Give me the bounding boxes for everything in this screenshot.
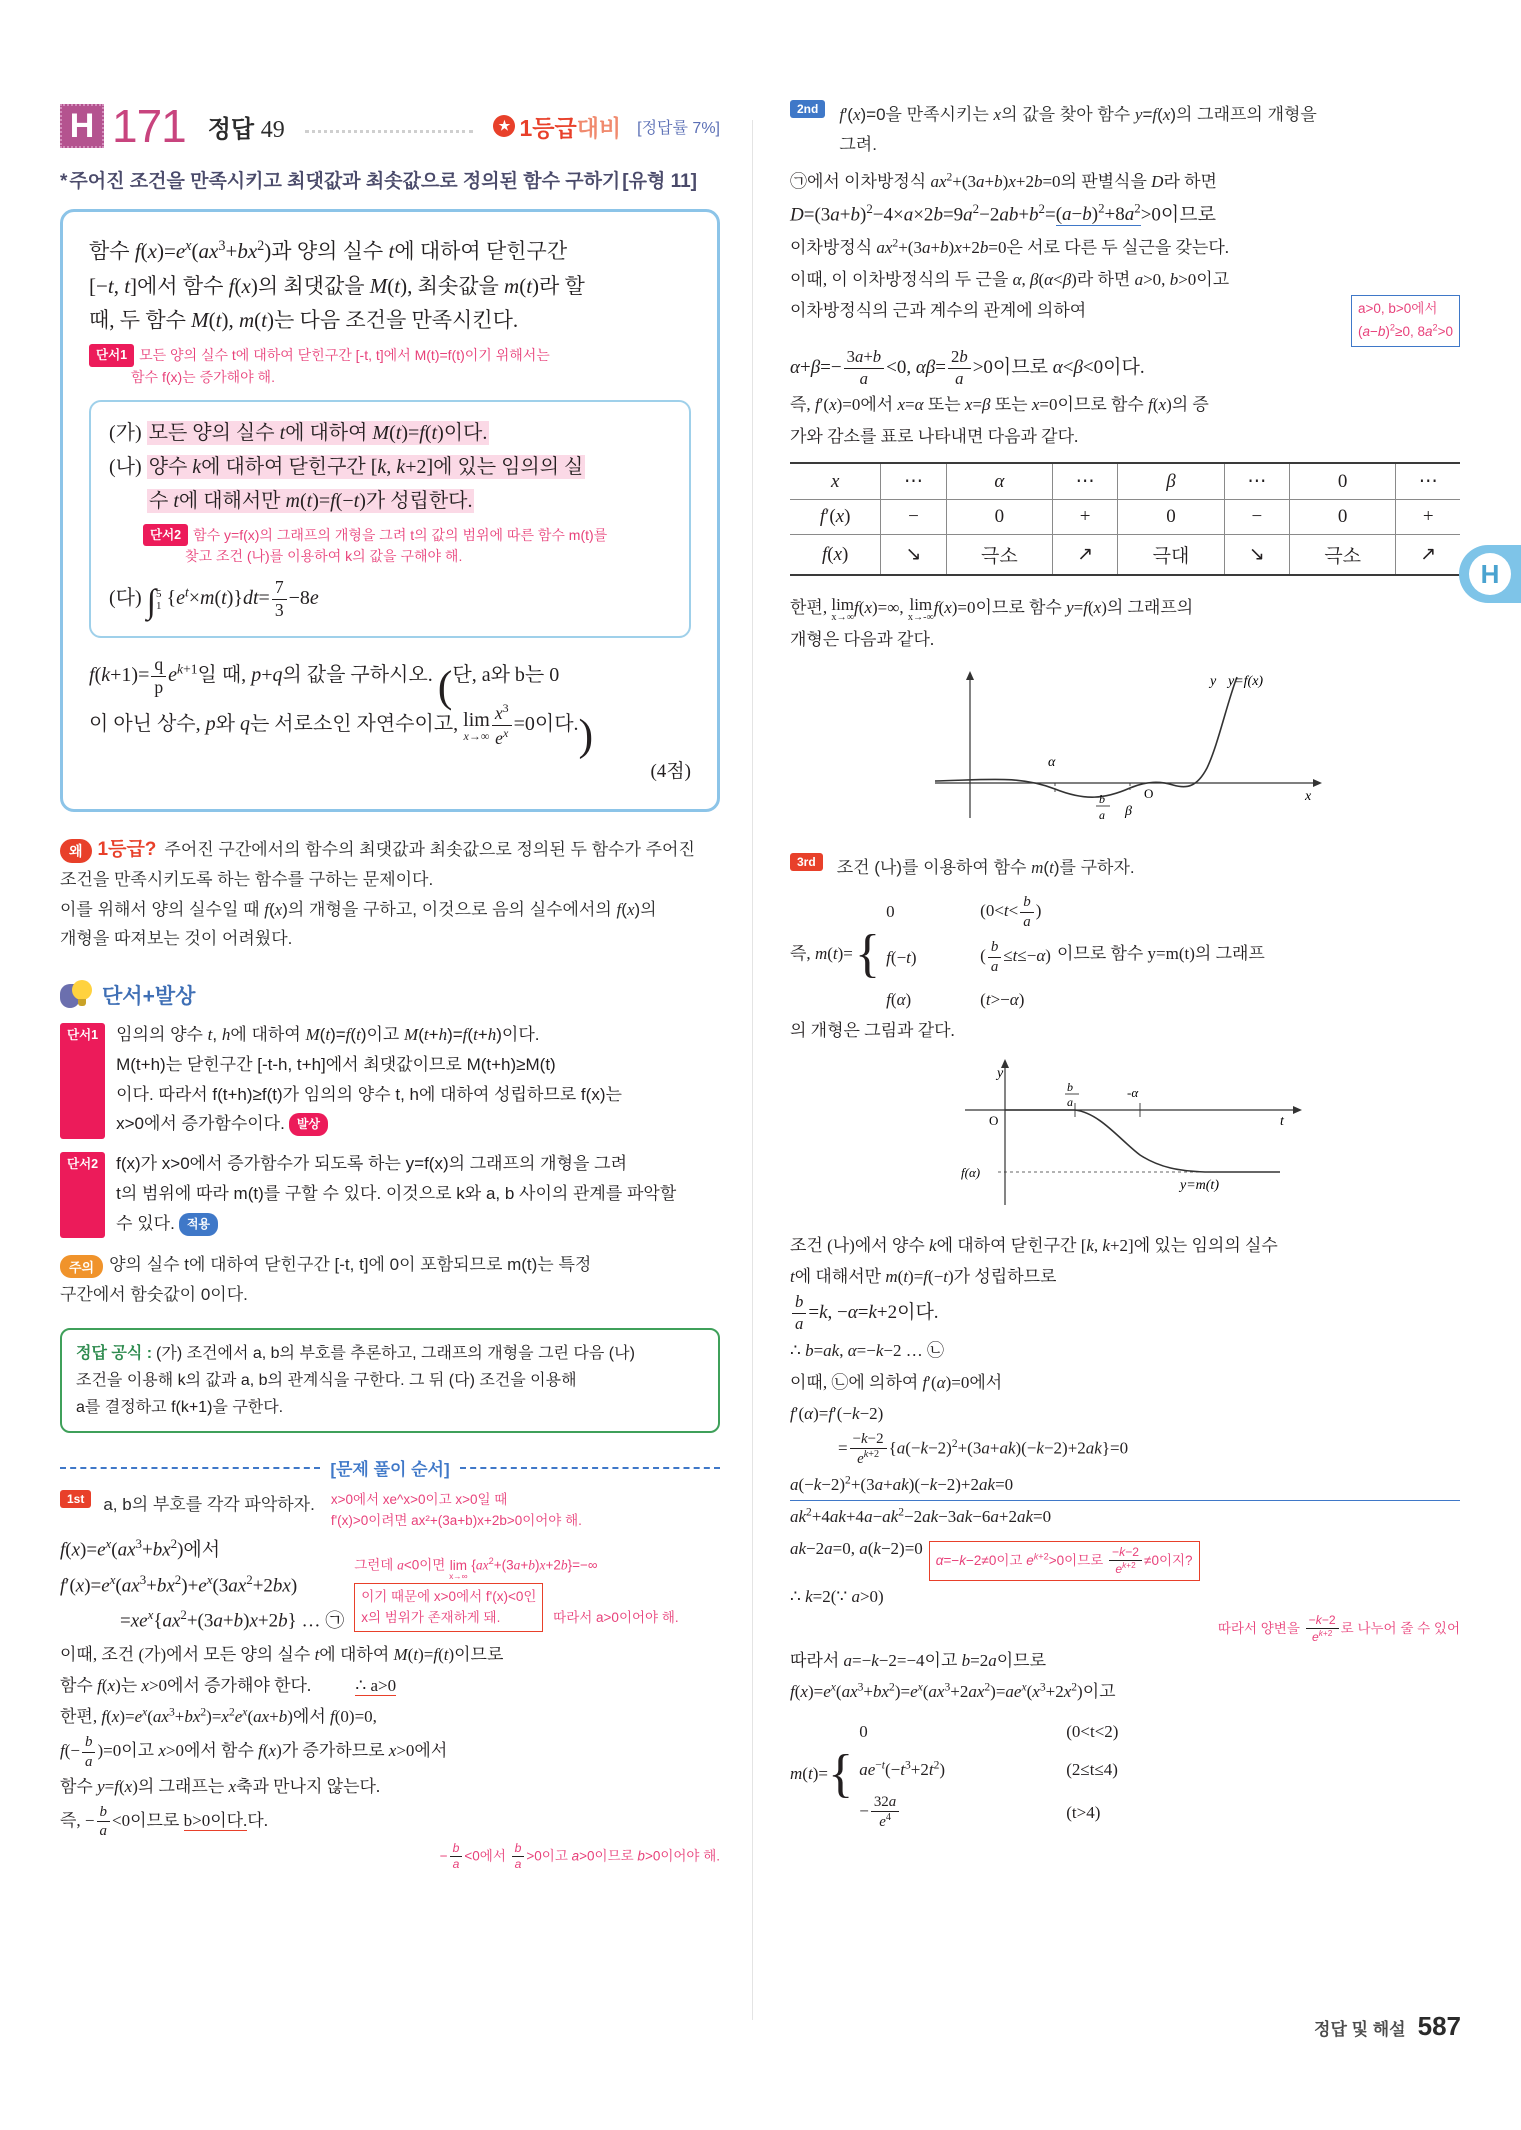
s1-conclusion-a: ∴ a>0 (355, 1676, 397, 1696)
answer-text: 정답 (207, 115, 255, 143)
grade-text: 1등급 (519, 114, 577, 141)
s3-line-4: t에 대해서만 m(t)=f(−t)가 성립하므로 (790, 1266, 1057, 1286)
answer-formula-box (60, 1328, 720, 1434)
warning-line-1: 양의 실수 t에 대하여 닫힌구간 [-t, t]에 0이 포함되므로 m(t)는 특정 (109, 1255, 592, 1275)
s3-line-2: 의 개형은 그림과 같다. (790, 1021, 955, 1041)
s2-line-6: α+β=− $\frac{3a+b}{a}$ <0, αβ= $\frac{2b}{a}$ >0이므로 α<β<0이다. (790, 346, 1145, 388)
idea-section-header (60, 980, 720, 1010)
idea-hint-1 (60, 1020, 720, 1139)
s2-line-1: ㉠에서 이차방정식 $ax^2+(3a+b)x+2b=0$의 판별식을 D라 하면 (790, 169, 1217, 191)
s1-line-3: $=xe^x\{ax^2+(3a+b)x+2b\}$ … ㉠ (120, 1607, 345, 1632)
s2-side-note (1351, 295, 1460, 346)
graph-fx-b: b (1099, 792, 1105, 807)
hint-1-line-2: 함수 f(x)는 증가해야 해. (131, 368, 275, 385)
why-line-4: 개형을 따져보는 것이 어려웠다. (60, 929, 293, 949)
table-row (790, 535, 1460, 576)
s3-line-13: ∴ k=2(∵ a>0) (790, 1587, 884, 1607)
dotted-rule (305, 119, 474, 133)
condition-da-label: (다) (109, 587, 142, 610)
condition-ga-text: 모든 양의 실수 t에 대하여 M(t)=f(t)이다. (148, 421, 488, 444)
s3-line-14: 따라서 a=−k−2=−4이고 b=2a이므로 (790, 1651, 1046, 1671)
graph-mt-xlabel: t (1280, 1113, 1284, 1129)
graph-fx-alpha: α (1048, 755, 1056, 771)
graph-fx-xlabel: x (1305, 789, 1312, 805)
idea-hint-2-body (116, 1149, 676, 1238)
idea-hint-2-line-3 (116, 1209, 676, 1239)
step-1-badge: 1st (60, 1490, 91, 1508)
table-head-fprime: f′(x) (790, 500, 881, 535)
table-head-f: f(x) (790, 535, 881, 576)
idea-hint-2-line-1: f(x)가 x>0에서 증가함수가 되도록 하는 y=f(x)의 그래프의 개형을 그려 (116, 1154, 628, 1174)
s3-cases: 즉, m(t)= { 0 (0<t< $\frac{b}{a}$ ) f(−t) ( $\frac{b}{a}$ ≤t≤−α) f(α) (t>−α) 이므로 함수 y=m(t)의 그래프 (790, 893, 1460, 1015)
brace-icon-2: { (827, 1744, 854, 1803)
integral-lower: 1 (155, 599, 162, 612)
graph-mt-ylabel: y (997, 1065, 1004, 1081)
m-cases-final (828, 1716, 1119, 1832)
problem-header (60, 100, 720, 152)
cell: β (1118, 463, 1224, 500)
hint-2 (109, 524, 671, 568)
s3-line-9: = $\frac{-k-2}{e^{k+2}}$ $\{a(-k-2)^2+(3a+ak)(-k-2)+2ak\}=0$ (838, 1430, 1129, 1468)
hint-1 (89, 344, 691, 388)
graph-fx-svg (915, 663, 1335, 843)
s3-line-3: 조건 (나)에서 양수 k에 대하여 닫힌구간 [k, k+2]에 있는 임의의 실수 (790, 1235, 1278, 1255)
step-3-header (790, 853, 1460, 883)
s1-line-8: 함수 y=f(x)의 그래프는 x축과 만나지 않는다. (60, 1777, 381, 1797)
step-1-note-c: − $\frac{b}{a}$ <0에서 $\frac{b}{a}$ >0이고 a>0이므로 b>0이어야 해. (439, 1841, 720, 1872)
s2-note-line-1: a>0, b>0에서 (1358, 301, 1438, 317)
s2-boxed-expr: $(a-b)^2+8a^2$ (1055, 200, 1141, 226)
graph-fx-origin: O (1144, 786, 1154, 802)
problem-tail-line-1: f(k+1)= $\frac{q}{p}$ $e^{k+1}$일 때, p+q의 값을 구하시오. (단, a와 b는 0 (89, 654, 560, 712)
cell: − (1224, 500, 1289, 535)
formula-box-label: 정답 공식 : (76, 1344, 153, 1362)
idea-hint-1-tag: 단서1 (60, 1023, 105, 1139)
note-b-line-1: 그런데 a<0이면 lim x→∞ $\{ax^2+(3a+b)x+2b\}=-\infty$ (354, 1556, 598, 1582)
s1-line-7: f(− $\frac{b}{a}$ )=0이고 x>0에서 함수 f(x)가 증가하므로 x>0에서 (60, 1733, 448, 1770)
idea-hint-2-line-3-text: 수 있다. (116, 1213, 175, 1233)
dash-left (60, 1467, 320, 1469)
graph-fx-a: a (1099, 808, 1105, 823)
subtitle-text: 주어진 조건을 만족시키고 최댓값과 최솟값으로 정의된 함수 구하기 (69, 171, 621, 192)
side-tab-letter: H (1469, 553, 1511, 595)
dash-right (460, 1467, 720, 1469)
m-cases (855, 893, 1051, 1015)
left-column (60, 100, 720, 1872)
right-column (790, 100, 1460, 1832)
cell: ⋯ (1053, 463, 1118, 500)
idea-hint-1-line-4-text: x>0에서 증가함수이다. (116, 1114, 285, 1134)
graph-mt-negalpha: -α (1127, 1084, 1139, 1100)
s3-line-15: $f(x)=e^x(ax^3+bx^2)=e^x(ax^3+2ax^2)=ae^x(x^3+2x^2)$이고 (790, 1680, 1116, 1702)
step-2-title (839, 100, 1317, 160)
step-1-title: a, b의 부호를 각각 파악하자. (103, 1495, 315, 1515)
graph-fx-beta: β (1125, 804, 1132, 820)
idea-hint-1-line-4 (116, 1109, 622, 1139)
idea-title: 단서+발상 (102, 985, 196, 1009)
s3-line-8: f′(α)=f′(−k−2) (790, 1404, 884, 1424)
graph-mt (790, 1055, 1460, 1220)
final-case-row-2: $ae^{-t}(-t^3+2t^2)$ (2≤t≤4) (859, 1758, 1118, 1780)
why-line-1: 주어진 구간에서의 함수의 최댓값과 최솟값으로 정의된 두 함수가 주어진 (164, 840, 695, 860)
column-divider (752, 120, 753, 2020)
condition-na-line-1: 양수 k에 대하여 닫힌구간 [k, k+2]에 있는 임의의 실 (148, 455, 584, 478)
chapter-badge: H (60, 104, 104, 148)
s2-line-4: 이때, 이 이차방정식의 두 근을 α, β(α<β)라 하면 a>0, b>0이고 (790, 269, 1230, 289)
idea-chip-2: 적용 (179, 1213, 218, 1236)
graph-fx-ylabel: y (1210, 674, 1217, 690)
warning-badge: 주의 (60, 1255, 103, 1278)
s3-line-5: $\frac{b}{a}$ =k, −α=k+2이다. (790, 1292, 1460, 1335)
cell: 0 (1289, 500, 1395, 535)
case-row-1: 0 (0<t< $\frac{b}{a}$ ) (886, 893, 1042, 930)
graph-mt-a: a (1067, 1094, 1073, 1109)
graph-mt-b: b (1067, 1079, 1073, 1094)
conditions-box (89, 400, 691, 639)
graph-mt-origin: O (989, 1112, 999, 1128)
cell: 0 (1118, 500, 1224, 535)
s2-line-2: $D=(3a+b)^2-4\times a\times 2b=9a^2-2ab+b^2=(a-b)^2+8a^2>0$이므로 (790, 200, 1216, 226)
why-section (60, 834, 720, 954)
bulb-icon (60, 980, 94, 1010)
idea-hint-1-line-1: 임의의 양수 t, h에 대하여 M(t)=f(t)이고 M(t+h)=f(t+h)이다. (116, 1025, 540, 1045)
s2-limit-1-sub: x→∞ (831, 611, 854, 623)
final-case-row-1: 0 (0<t<2) (859, 1721, 1119, 1741)
solving-order-title: [문제 풀이 순서] (330, 1460, 450, 1480)
s2-line-10: 개형은 다음과 같다. (790, 629, 935, 649)
s1-line-5: 함수 f(x)는 x>0에서 증가해야 한다. ∴ a>0 (60, 1676, 397, 1696)
step-2-badge: 2nd (790, 100, 825, 118)
note-b-line-2: 이기 때문에 x>0에서 f'(x)<0인 (361, 1588, 537, 1604)
condition-ga-label: (가) (109, 421, 142, 444)
hint-1-tag: 단서1 (89, 344, 134, 367)
problem-points: (4점) (650, 761, 691, 783)
s2-note-line-2: $(a-b)^2\ge 0$, $8a^2>0$ (1358, 322, 1453, 339)
problem-subtitle (60, 166, 720, 193)
s3-line-11: $ak^2+4ak+4a-ak^2-2ak-3ak-6a+2ak=0$ (790, 1505, 1052, 1527)
condition-ga (109, 416, 671, 450)
idea-chip-1: 발상 (289, 1113, 328, 1136)
formula-box-line-2: 조건을 이용해 k의 값과 a, b의 관계식을 구한다. 그 뒤 (다) 조건을 이용해 (76, 1371, 577, 1389)
problem-line-3: 때, 두 함수 M(t), m(t)는 다음 조건을 만족시킨다. (89, 308, 519, 333)
note-b-line-3: x의 범위가 존재하게 돼. (361, 1609, 501, 1625)
graph-fx (790, 663, 1460, 843)
s1-line-9: 즉, − $\frac{b}{a}$ <0이므로 b>0이다.다. (60, 1803, 268, 1840)
s3-line-12: ak−2a=0, a(k−2)=0 (790, 1538, 923, 1558)
note-a-line-1: x>0에서 xe^x>0이고 x>0일 때 (330, 1492, 508, 1508)
s3-cases-tail: 이므로 함수 y=m(t)의 그래프 (1056, 944, 1265, 964)
idea-hint-1-body (116, 1020, 622, 1139)
idea-hint-1-line-3: 이다. 따라서 f(t+h)≥f(t)가 임의의 양수 t, h에 대하여 성립하므로 f(x)는 (116, 1084, 622, 1104)
idea-hint-2 (60, 1149, 720, 1238)
formula-box-line-1: (가) 조건에서 a, b의 부호를 추론하고, 그래프의 개형을 그린 다음 (나) (156, 1344, 635, 1362)
cell: ⋯ (1396, 463, 1460, 500)
asterisk-icon: * (60, 171, 68, 192)
step-2-title-line-1: f′(x)=0을 만족시키는 x의 값을 찾아 함수 y=f(x)의 그래프의 개형을 (839, 105, 1317, 124)
s3-m-cases: m(t)= { 0 (0<t<2) $ae^{-t}(-t^3+2t^2)$ (2≤t≤4) − $\frac{32a}{e^4}$ (t>4) (790, 1716, 1460, 1832)
s2-line-8: 가와 감소를 표로 나타내면 다음과 같다. (790, 426, 1079, 446)
problem-box (60, 209, 720, 812)
problem-tail-line-2: 이 아닌 상수, p와 q는 서로소인 자연수이고, lim x→∞ $\frac{x^3}{e^x}$ =0이다.) (89, 701, 594, 761)
table-row (790, 463, 1460, 500)
graph-fx-curve-label: y=f(x) (1228, 674, 1264, 690)
s3-side-note-2: 따라서 양변을 $\frac{-k-2}{e^{k+2}}$ 로 나누어 줄 수 있어 (1217, 1612, 1460, 1644)
graph-mt-svg (925, 1055, 1325, 1220)
idea-hint-2-tag: 단서2 (60, 1152, 105, 1238)
s2-line-7: 즉, f′(x)=0에서 x=α 또는 x=β 또는 x=0이므로 함수 f(x)의 증 (790, 395, 1209, 415)
s2-line-5: 이차방정식의 근과 계수의 관계에 의하여 (790, 301, 1087, 321)
warning-note (60, 1250, 720, 1310)
cell: 극소 (1289, 535, 1395, 576)
step-1-math (60, 1532, 344, 1638)
hint-1-line-1: 모든 양의 실수 t에 대하여 닫힌구간 [-t, t]에서 M(t)=f(t)이기 위해서는 (139, 346, 550, 363)
cell: + (1053, 500, 1118, 535)
integral-upper: 5 (155, 587, 162, 600)
final-case-row-3: − $\frac{32a}{e^4}$ (t>4) (859, 1793, 1101, 1831)
s3-side-note-1: α=−k−2≠0이고 $e^{k+2}>0$이므로 $\frac{-k-2}{e^{k+2}}$ ≠0이지? (929, 1541, 1200, 1581)
step-3-badge: 3rd (790, 853, 823, 871)
step-2-header (790, 100, 1460, 160)
tail-fraction-2: $\frac{x^3}{e^x}$ (492, 701, 512, 750)
s3-line-10: $a(-k-2)^2+(3a+ak)(-k-2)+2ak=0$ (790, 1469, 1460, 1501)
case-row-3: f(α) (t>−α) (886, 989, 1025, 1009)
table-row (790, 500, 1460, 535)
s1-line-1: $f(x)=e^x(ax^3+bx^2)$에서 (60, 1536, 221, 1561)
step-1-note-b (354, 1554, 678, 1632)
hint-2-tag: 단서2 (143, 524, 188, 547)
graph-mt-fvalue: f(α) (961, 1164, 981, 1180)
grade-badge (493, 110, 621, 143)
s3-line-7: 이때, ㉡에 의하여 f′(α)=0에서 (790, 1372, 1003, 1392)
cell: ⋯ (881, 463, 946, 500)
s1-line-2: $f'(x)=e^x(ax^3+bx^2)+e^x(3ax^2+2bx)$ (60, 1571, 298, 1596)
s2-line-9: 한편, lim x→∞ f(x)=∞, lim x→-∞ f(x)=0이므로 함수 y=f(x)의 그래프의 (790, 594, 1194, 623)
step-1-block (60, 1490, 720, 1872)
problem-number: 171 (112, 100, 186, 152)
tail-paren-text: 단, a와 b는 0 (452, 664, 560, 687)
cell: 0 (946, 500, 1052, 535)
note-a-line-2: f'(x)>0이려면 ax²+(3a+b)x+2b>0이어야 해. (330, 1513, 582, 1529)
cell: − (881, 500, 946, 535)
step-2-title-line-2: 그려. (839, 134, 877, 154)
table-head-x: x (790, 463, 881, 500)
step-1-note-a (331, 1490, 582, 1532)
s1-line-4: 이때, 조건 (가)에서 모든 양의 실수 t에 대하여 M(t)=f(t)이므로 (60, 1644, 504, 1664)
condition-na (109, 450, 671, 518)
problem-line-1: 함수 $f(x)=e^x(ax^3+bx^2)$과 양의 실수 t에 대하여 닫힌구간 (89, 238, 568, 263)
cell: ↘ (881, 535, 946, 576)
case-row-2: f(−t) ( $\frac{b}{a}$ ≤t≤−α) (886, 939, 1051, 975)
cell: 0 (1289, 463, 1395, 500)
page-footer (1314, 2011, 1461, 2042)
answer-value: 49 (260, 116, 285, 143)
s1-line-6: 한편, $f(x)=e^x(ax^3+bx^2)=x^2e^x(ax+b)$에서 f(0)=0, (60, 1705, 377, 1727)
why-line-2: 조건을 만족시키도록 하는 함수를 구하는 문제이다. (60, 869, 434, 889)
cell: 극대 (1118, 535, 1224, 576)
warning-line-2: 구간에서 함숫값이 0이다. (60, 1285, 248, 1305)
graph-mt-curve-label: y=m(t) (1180, 1177, 1219, 1193)
star-icon: ★ (493, 115, 515, 137)
cell: 극소 (946, 535, 1052, 576)
answer-label (208, 109, 285, 144)
why-header (60, 834, 720, 865)
solving-order-header (60, 1455, 720, 1480)
variation-table (790, 462, 1460, 576)
cell: ⋯ (1224, 463, 1289, 500)
tail-fraction: $\frac{q}{p}$ (151, 654, 166, 699)
formula-box-line-3: a를 결정하고 f(k+1)을 구한다. (76, 1399, 284, 1417)
cell: ↗ (1053, 535, 1118, 576)
s2-line-3: 이차방정식 $ax^2+(3a+b)x+2b=0$은 서로 다른 두 실근을 갖는다. (790, 236, 1230, 258)
page-number: 587 (1417, 2011, 1461, 2041)
hint-2-line-1: 함수 y=f(x)의 그래프의 개형을 그려 t의 값의 범위에 따른 함수 m(t)를 (193, 526, 608, 543)
condition-na-line-2: 수 t에 대해서만 m(t)=f(−t)가 성립한다. (149, 489, 473, 512)
s3-line-6: ∴ b=ak, α=−k−2 … ㉡ (790, 1341, 944, 1361)
why-line-3: 이를 위해서 양의 실수일 때 f(x)의 개형을 구하고, 이것으로 음의 실수에서의 f(x)의 (60, 899, 657, 919)
note-b-limit-sub: x→∞ (449, 1571, 468, 1582)
s1-conclusion-b: b>0이다. (183, 1810, 248, 1830)
side-chapter-tab[interactable] (1459, 545, 1521, 603)
problem-line-2: [−t, t]에서 함수 f(x)의 최댓값을 M(t), 최솟값을 m(t)라 할 (89, 273, 585, 298)
s2-limit-2-sub: x→-∞ (907, 611, 934, 623)
cell: α (946, 463, 1052, 500)
hint-2-line-2: 찾고 조건 (나)를 이용하여 k의 값을 구해야 해. (185, 548, 463, 565)
note-b-boxed (354, 1583, 543, 1633)
da-fraction: $\frac{7}{3}$ (272, 577, 287, 622)
why-title: 1등급? (97, 839, 157, 861)
idea-hint-2-line-2: t의 범위에 따라 m(t)를 구할 수 있다. 이것으로 k와 a, b 사이의 관계를 파악할 (116, 1183, 677, 1203)
cell: ↘ (1224, 535, 1289, 576)
correct-rate: [정답률 7%] (637, 119, 720, 137)
integral-icon: ∫ (146, 584, 156, 621)
condition-da: (다) ∫ 5 1 $\{e^t\times m(t)\}dt=$ $\frac{7}{3}$ −8e (109, 577, 319, 621)
footer-label: 정답 및 해설 (1314, 2020, 1406, 2039)
note-b-line-4: 따라서 a>0이어야 해. (553, 1609, 679, 1625)
idea-hint-1-line-2: M(t+h)는 닫힌구간 [-t-h, t+h]에서 최댓값이므로 M(t+h)≥M(t) (116, 1054, 556, 1074)
subtitle-type: [유형 11] (622, 171, 698, 192)
cell: + (1396, 500, 1460, 535)
step-3-title: 조건 (나)를 이용하여 함수 m(t)를 구하자. (836, 858, 1135, 878)
cell: ↗ (1396, 535, 1460, 576)
grade-text2: 대비 (576, 114, 622, 141)
condition-na-label: (나) (109, 455, 142, 478)
brace-icon: { (854, 924, 881, 983)
why-badge: 왜 (60, 839, 92, 863)
